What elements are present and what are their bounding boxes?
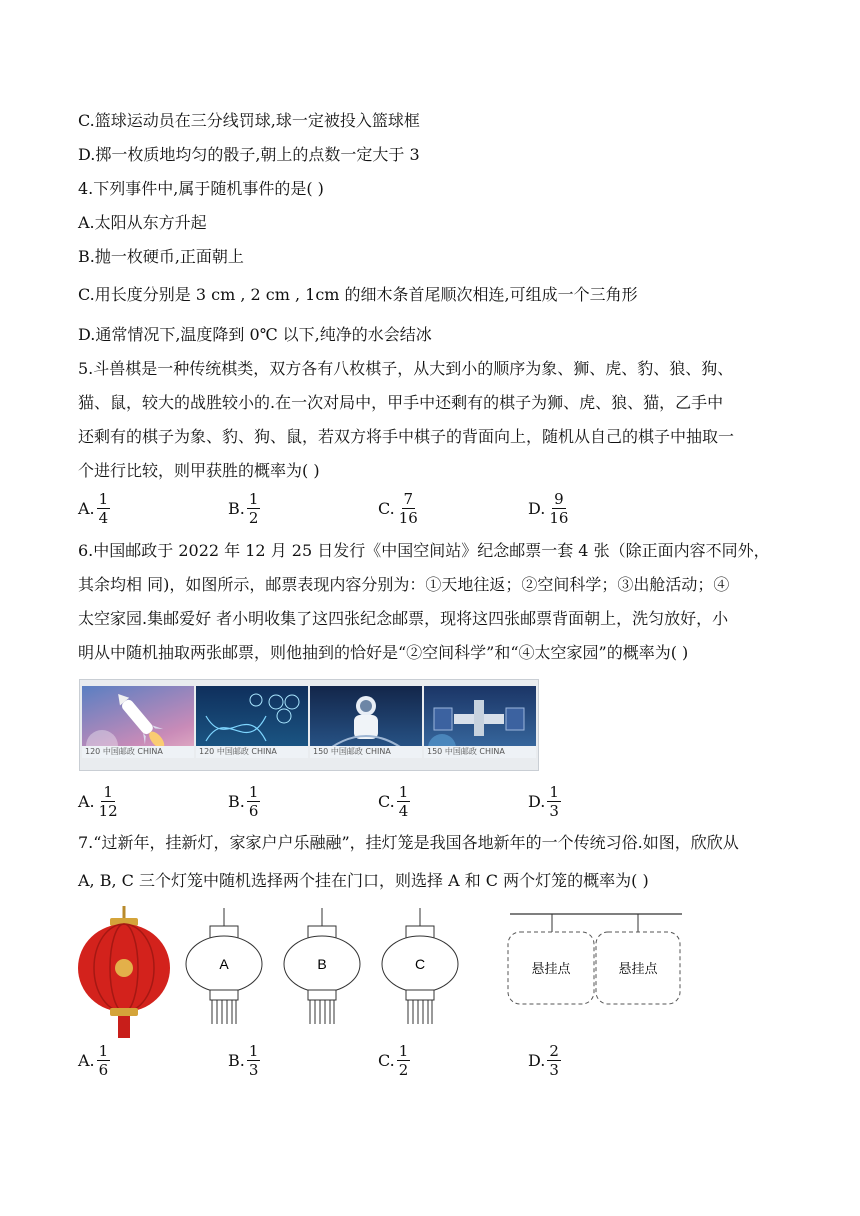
lantern-figure: [76, 902, 686, 1042]
numerator: 7: [403, 490, 414, 508]
q5-line-3: 还剩有的棋子为象、豹、狗、鼠，若双方将手中棋子的背面向上，随机从自己的棋子中抽取一: [78, 427, 735, 446]
fraction: [397, 490, 420, 527]
q7-line-2: A, B, C 三个灯笼中随机选择两个挂在门口，则选择 A 和 C 两个灯笼的概率为( ): [78, 871, 649, 890]
denominator: 16: [398, 509, 418, 527]
fraction: [547, 783, 561, 820]
stamp-caption: [424, 746, 536, 758]
q6-line-3: 太空家园.集邮爱好 者小明收集了这四张纪念邮票，现将这四张邮票背面朝上，洗匀放好，小: [78, 609, 729, 628]
fraction: [547, 1042, 561, 1079]
denominator: 6: [248, 802, 259, 820]
fraction: [247, 783, 261, 820]
option-label: C.: [378, 499, 395, 518]
fraction: [247, 1042, 261, 1079]
stamp-value: 150: [313, 747, 329, 756]
denominator: 6: [98, 1061, 109, 1079]
q4-option-a: A.太阳从东方升起: [78, 213, 207, 232]
fraction: [397, 783, 411, 820]
fraction: [547, 490, 570, 527]
denominator: 2: [248, 509, 259, 527]
q3-option-d: D.掷一枚质地均匀的骰子,朝上的点数一定大于 3: [78, 145, 420, 164]
stamp-caption: [82, 746, 194, 758]
denominator: 4: [398, 802, 409, 820]
option-label: C.: [378, 792, 395, 811]
stamp-text: 中国邮政 CHINA: [330, 747, 391, 756]
option-label: B.: [228, 792, 245, 811]
denominator: 2: [398, 1061, 409, 1079]
option-label: A.: [78, 792, 95, 811]
lantern-b-label: B: [317, 956, 327, 972]
stamp-text: 中国邮政 CHINA: [102, 747, 163, 756]
numerator: 1: [398, 1042, 409, 1060]
denominator: 16: [549, 509, 569, 527]
lantern-a: [186, 908, 262, 1024]
q6-line-1: 6.中国邮政于 2022 年 12 月 25 日发行《中国空间站》纪念邮票一套 4 张（除正面内容不同外，: [78, 541, 770, 560]
lantern-a-label: A: [219, 956, 229, 972]
denominator: 3: [248, 1061, 259, 1079]
stamp-value: 120: [85, 747, 101, 756]
q5-line-1: 5.斗兽棋是一种传统棋类，双方各有八枚棋子，从大到小的顺序为象、狮、虎、豹、狼、狗、: [78, 359, 734, 378]
q5-line-4: 个进行比较，则甲获胜的概率为( ): [78, 461, 320, 480]
stamp-rocket: [82, 686, 194, 758]
option-label: D.: [528, 1051, 546, 1070]
denominator: 3: [549, 1061, 559, 1079]
stamp-science: [196, 686, 308, 758]
q7-option-d: [528, 1042, 561, 1079]
stamp-caption: [196, 746, 308, 758]
denominator: 4: [98, 509, 109, 527]
q6-option-a: [78, 783, 120, 820]
lantern-c-label: C: [414, 956, 426, 972]
hang-point-label-1: 悬挂点: [531, 962, 571, 977]
q7-option-b: [228, 1042, 260, 1079]
numerator: 9: [554, 490, 564, 508]
option-label: B.: [228, 499, 245, 518]
numerator: 2: [549, 1042, 559, 1060]
q6-option-b: [228, 783, 260, 820]
fraction: [97, 490, 111, 527]
numerator: 1: [398, 783, 409, 801]
stamp-value: 120: [199, 747, 215, 756]
numerator: 1: [103, 783, 113, 801]
q6-option-c: [378, 783, 410, 820]
option-label: B.: [228, 1051, 245, 1070]
q6-line-4: 明从中随机抽取两张邮票，则他抽到的恰好是“②空间科学”和“④太空家园”的概率为( ): [78, 643, 689, 662]
numerator: 1: [98, 490, 109, 508]
option-label: A.: [78, 1051, 95, 1070]
q5-option-c: [378, 490, 420, 527]
fraction: [97, 1042, 111, 1079]
stamp-strip-image: [79, 679, 539, 771]
red-lantern-icon: [78, 906, 170, 1038]
q4-option-c: C.用长度分别是 3 cm , 2 cm , 1cm 的细木条首尾顺次相连,可组成一个三角形: [78, 285, 638, 304]
fraction: [97, 783, 120, 820]
numerator: 1: [248, 1042, 259, 1060]
q7-line-1: 7.“过新年，挂新灯，家家户户乐融融”，挂灯笼是我国各地新年的一个传统习俗.如图，欣欣从: [78, 833, 739, 852]
stamp-text: 中国邮政 CHINA: [216, 747, 277, 756]
stamp-station: [424, 686, 536, 758]
q5-option-b: [228, 490, 260, 527]
q6-line-2: 其余均相 同)，如图所示，邮票表现内容分别为：①天地往返；②空间科学；③出舱活动；④: [78, 575, 730, 594]
stamp-eva: [310, 686, 422, 758]
q5-option-a: [78, 490, 110, 527]
q6-option-d: [528, 783, 561, 820]
lantern-c: [382, 908, 458, 1024]
q5-option-d: [528, 490, 570, 527]
q4-stem: 4.下列事件中,属于随机事件的是( ): [78, 179, 324, 198]
numerator: 1: [248, 490, 259, 508]
q3-option-c: C.篮球运动员在三分线罚球,球一定被投入篮球框: [78, 111, 420, 130]
lantern-b: [284, 908, 360, 1024]
q4-option-b: B.抛一枚硬币,正面朝上: [78, 247, 244, 266]
denominator: 3: [549, 802, 559, 820]
stamp-value: 150: [427, 747, 443, 756]
fraction: [397, 1042, 411, 1079]
numerator: 1: [98, 1042, 109, 1060]
stamp-text: 中国邮政 CHINA: [444, 747, 505, 756]
stamp-caption: [310, 746, 422, 758]
fraction: [247, 490, 261, 527]
option-label: D.: [528, 499, 546, 518]
option-label: C.: [378, 1051, 395, 1070]
q5-line-2: 猫、鼠，较大的战胜较小的.在一次对局中，甲手中还剩有的棋子为狮、虎、狼、猫，乙手中: [78, 393, 724, 412]
numerator: 1: [248, 783, 259, 801]
denominator: 12: [98, 802, 118, 820]
hang-point-diagram: [508, 914, 682, 1004]
q7-option-c: [378, 1042, 410, 1079]
option-label: D.: [528, 792, 546, 811]
q7-option-a: [78, 1042, 110, 1079]
q4-option-d: D.通常情况下,温度降到 0℃ 以下,纯净的水会结冰: [78, 325, 432, 344]
hang-point-label-2: 悬挂点: [618, 962, 658, 977]
numerator: 1: [549, 783, 559, 801]
option-label: A.: [78, 499, 95, 518]
